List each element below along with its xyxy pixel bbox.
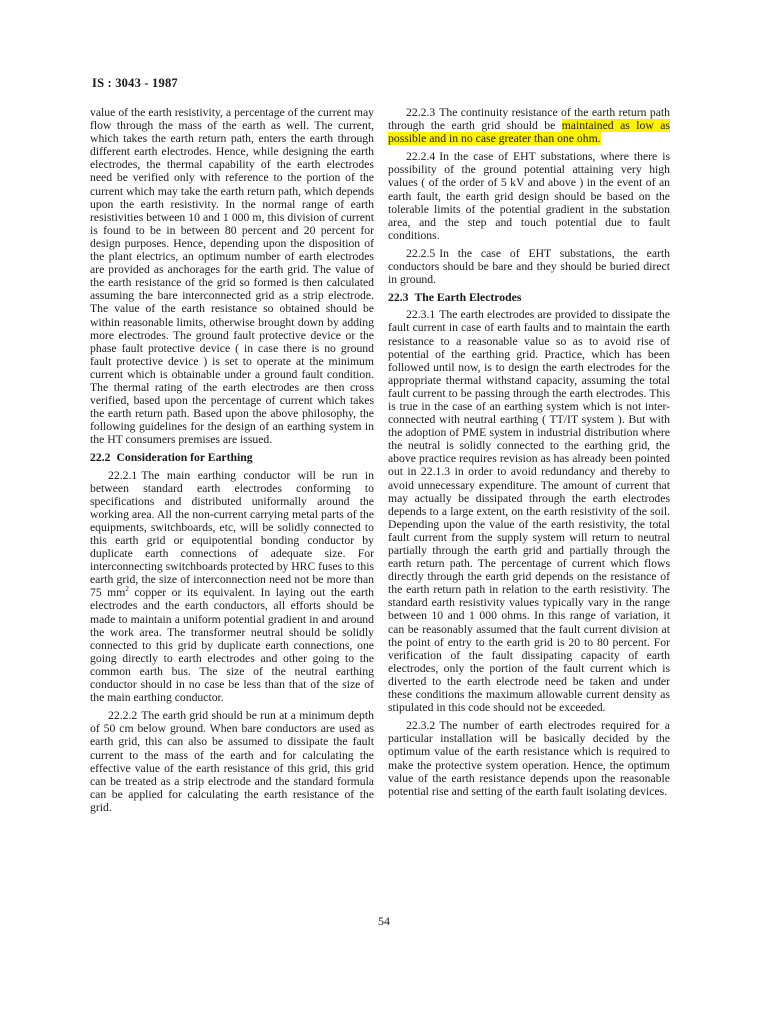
section-number: 22.2 xyxy=(90,451,111,465)
clause-22-2-5 xyxy=(388,247,670,286)
clause-22-2-1 xyxy=(90,469,374,705)
clause-text: The earth grid should be run at a minimum depth of 50 cm below ground. When bare conductors are used as earth grid, this can also be assumed to dissipate the fault current to the mass of the earth and for calculating the effective value of the earth resistance of this grid, this grid can be treated as a strip electrode and the standard formula can be applied for calculating the earth resistance of the grid. xyxy=(90,709,374,814)
clause-number: 22.2.3 xyxy=(406,106,436,119)
section-title: The Earth Electrodes xyxy=(414,291,522,305)
paragraph-continuation: value of the earth resistivity, a percentage of the current may flow through the mass of the earth as well. The current, which takes the earth return path, enters the earth through different earth electrodes. Hence, while designing the earth electrodes, the thermal capability of the earth electrodes need be verified only with reference to the portion of the current which may take the earth return path, which depends upon the earth resistivity. In the normal range of earth resistivities between 10 and 1 000 m, this division of current is found to be in between 80 percent and 20 percent for design purposes. Hence, depending upon the disposition of the plant electrics, an optimum number of earth electrodes are provided as anchorages for the earth grid. The value of the earth resistance of the grid so formed is then calculated assuming the bare interconnected grid as a strip electrode. The value of the earth resistance so obtained should be within reasonable limits, otherwise brought down by adding more electrodes. The ground fault protective device or the phase fault protective device ( in case there is no ground fault protective device ) is set to operate at the minimum current which is obtainable under a ground fault condition. The thermal rating of the earth electrodes are then cross verified, based upon the percentage of current which takes the earth return path. Based upon the above philosophy, the following guidelines for the design of an earthing system in the HT consumers premises are issued. xyxy=(90,106,374,447)
clause-number: 22.2.2 xyxy=(108,709,138,723)
clause-text: The earth electrodes are provided to dissipate the fault current in case of earth faults and to maintain the earth resistance to a reasonable value so as to avoid rise of potential of the earthing grid. Practice, which has been followed until now, is to design the earth electrodes for the appropriate thermal withstand capacity, assuming the total fault current to be passing through the earth electrodes. This is true in the case of an earthing system which is not inter-connected with neutral earthing ( TT/IT system ). But with the adoption of PME system in industrial distribution where the neutral is solidly connected to the earthing grid, the above practice requires revision as has already been pointed out in 22.1.3 in order to avoid redundancy and thereby to avoid unnecessary expenditure. The amount of current that may actually be dissipated through the earth electrodes depends to a large extent, on the earth resistivity of the soil. Depending upon the value of the earth resistivity, the total fault current from the supply system will return to neutral partially through the earth grid and partially through the earth return path. The percentage of current which flows directly through the earth grid depends on the resistance of the earth return path in relation to the earth resistivity. The standard earth resistivity values typically vary in the range between 10 and 1 000 ohms. In this range of variation, it can be reasonably assumed that the fault current division at the point of entry to the earth grid is 20 to 80 percent. For verification of the fault dissipating capacity of earth electrodes, only the portion of the fault current which is diverted to the earth electrode need be taken and under these conditions the maximum allowable current density as stipulated in this code should not be exceeded. xyxy=(388,308,670,715)
clause-number: 22.3.1 xyxy=(406,308,436,322)
clause-22-2-4 xyxy=(388,150,670,242)
clause-number: 22.2.1 xyxy=(108,468,138,482)
clause-text: The continuity resistance of the earth return path through the earth grid should be xyxy=(388,106,670,133)
page-number: 54 xyxy=(378,914,390,928)
clause-22-3-1 xyxy=(388,308,670,714)
section-number: 22.3 xyxy=(388,291,409,305)
section-heading-22-2 xyxy=(90,451,374,464)
clause-number: 22.2.4 xyxy=(406,150,436,164)
right-column xyxy=(388,106,670,803)
clause-text: The main earthing conductor will be run in between standard earth electrodes conforming to specifications and distributed uniformally around the working area. All the non-current carrying metal parts of the equipments, switchboards, etc, will be solidly connected to this earth grid or equipotential bonding conductor by duplicate earth connections of adequate size. For interconnecting switchboards protected by HRC fuses to this earth grid, the size of interconnection need not be more than 75 mm xyxy=(90,468,375,600)
section-heading-22-3 xyxy=(388,291,670,304)
clause-22-2-3 xyxy=(388,106,670,145)
highlighted-text: maintained as low as possible and in no case greater than one ohm. xyxy=(388,119,670,146)
page-header-standard: IS : 3043 - 1987 xyxy=(92,76,178,90)
clause-text-cont: copper or its equivalent. In laying out the earth electrodes and the earth conductors, all efforts should be made to maintain a uniform potential gradient in and around the work area. The transformer neutral should be solidly connected to this grid by duplicate earth connections, one going directly to earth electrodes and other going to the common earth bus. The size of the neutral earthing conductor should in no case be less than that of the size of the main earthing conductor. xyxy=(90,586,375,705)
clause-number: 22.2.5 xyxy=(406,246,436,260)
clause-22-2-2 xyxy=(90,709,374,814)
clause-text: The number of earth electrodes required for a particular installation will be basically decided by the optimum value of the earth resistance which is required to make the protective system operation. Hence, the optimum value of the earth resistance depends upon the reasonable potential rise and setting of the earth fault isolating devices. xyxy=(388,719,670,798)
clause-text: In the case of EHT substations, where there is possibility of the ground potential attaining very high values ( of the order of 5 kV and above ) in the event of an earth fault, the earth grid design should be based on the tolerable limits of the potential gradient in the substation area, and the step and touch potential due to fault conditions. xyxy=(388,150,670,242)
superscript: 2 xyxy=(125,585,129,594)
clause-22-3-2 xyxy=(388,719,670,798)
clause-text: In the case of EHT substations, the earth conductors should be bare and they should be buried direct in ground. xyxy=(388,246,670,287)
section-title: Consideration for Earthing xyxy=(116,451,253,465)
left-column xyxy=(90,106,374,819)
clause-number: 22.3.2 xyxy=(406,719,436,733)
